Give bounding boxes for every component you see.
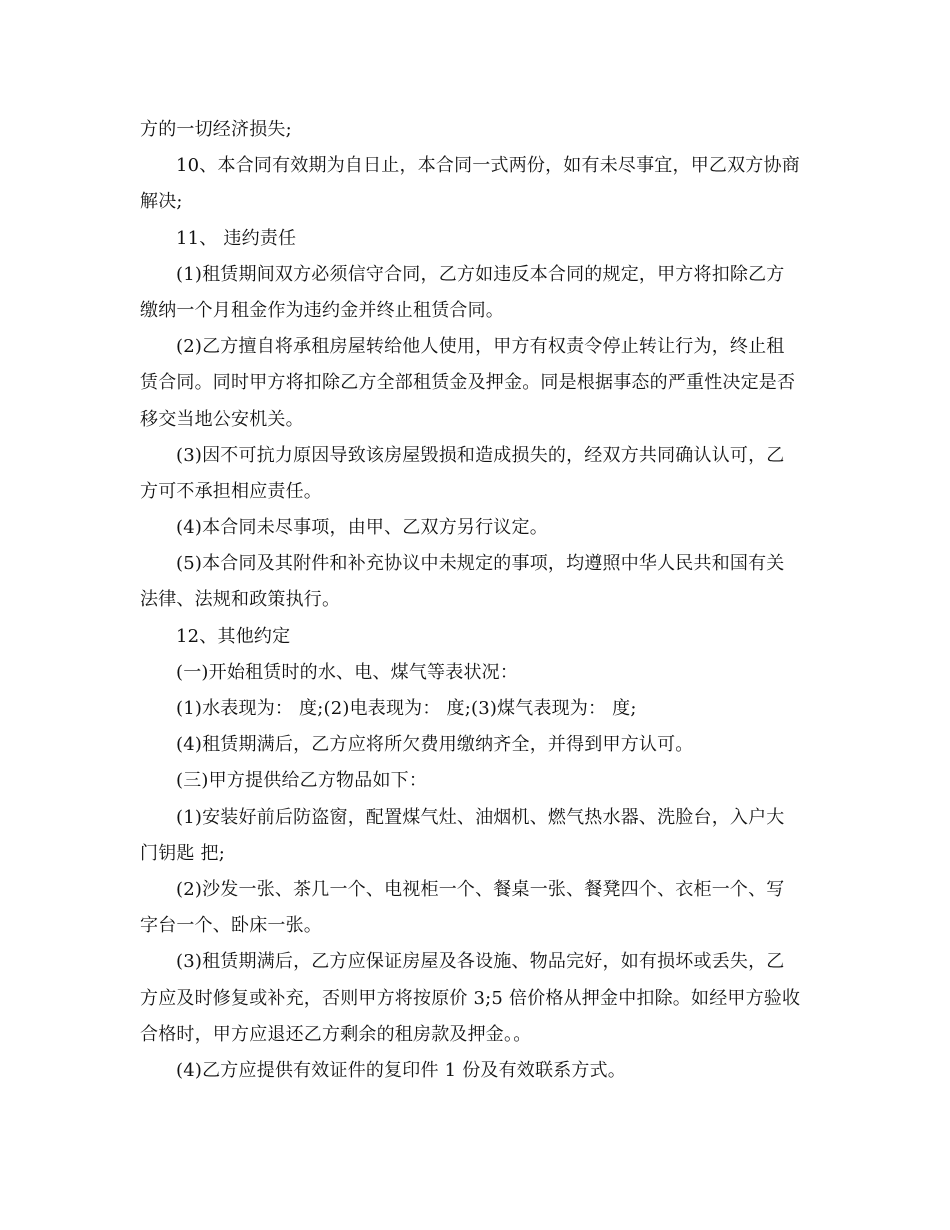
text-line: (5)本合同及其附件和补充协议中未规定的事项，均遵照中华人民共和国有关 [176, 553, 785, 575]
text-line: (1)水表现为： 度;(2)电表现为： 度;(3)煤气表现为： 度; [176, 698, 637, 719]
text-line: 解决; [140, 191, 183, 213]
text-line: (2)乙方擅自将承租房屋转给他人使用，甲方有权责令停止转让行为，终止租 [176, 336, 785, 358]
text-line: (1)安装好前后防盗窗，配置煤气灶、油烟机、燃气热水器、洗脸台，入户大 [176, 806, 785, 828]
text-line: 门钥匙 把; [140, 842, 225, 864]
text-line: 缴纳一个月租金作为违约金并终止租赁合同。 [140, 299, 504, 321]
text-line: 方应及时修复或补充，否则甲方将按原价 3;5 倍价格从押金中扣除。如经甲方验收 [140, 987, 801, 1009]
text-line: (4)本合同未尽事项，由甲、乙双方另行议定。 [176, 517, 548, 539]
text-line: (三)甲方提供给乙方物品如下： [176, 770, 428, 792]
text-line: 法律、法规和政策执行。 [140, 589, 341, 611]
section-heading: 12、其他约定 [176, 625, 291, 647]
text-line: 字台一个、卧床一张。 [140, 915, 322, 937]
text-line: (一)开始租赁时的水、电、煤气等表状况： [176, 661, 519, 683]
text-line: 赁合同。同时甲方将扣除乙方全部租赁金及押金。同是根据事态的严重性决定是否 [140, 372, 796, 394]
text-line: (1)租赁期间双方必须信守合同，乙方如违反本合同的规定，甲方将扣除乙方 [176, 263, 785, 285]
document-body [140, 112, 820, 1089]
text-line: (4)乙方应提供有效证件的复印件 1 份及有效联系方式。 [176, 1059, 626, 1081]
text-line: (3)因不可抗力原因导致该房屋毁损和造成损失的，经双方共同确认认可，乙 [176, 444, 785, 466]
text-line: (3)租赁期满后，乙方应保证房屋及各设施、物品完好，如有损坏或丢失，乙 [176, 951, 785, 973]
text-line: 方可不承担相应责任。 [140, 480, 322, 502]
text-line: 方的一切经济损失; [140, 119, 292, 140]
text-line: 10、本合同有效期为自日止，本合同一式两份，如有未尽事宜，甲乙双方协商 [176, 155, 800, 177]
section-heading: 11、 违约责任 [176, 227, 297, 249]
text-line: 移交当地公安机关。 [140, 408, 304, 430]
text-line: (2)沙发一张、茶几一个、电视柜一个、餐桌一张、餐凳四个、衣柜一个、写 [176, 878, 785, 900]
text-line: (4)租赁期满后，乙方应将所欠费用缴纳齐全，并得到甲方认可。 [176, 734, 694, 756]
text-line: 合格时，甲方应退还乙方剩余的租房款及押金。。 [140, 1023, 532, 1045]
